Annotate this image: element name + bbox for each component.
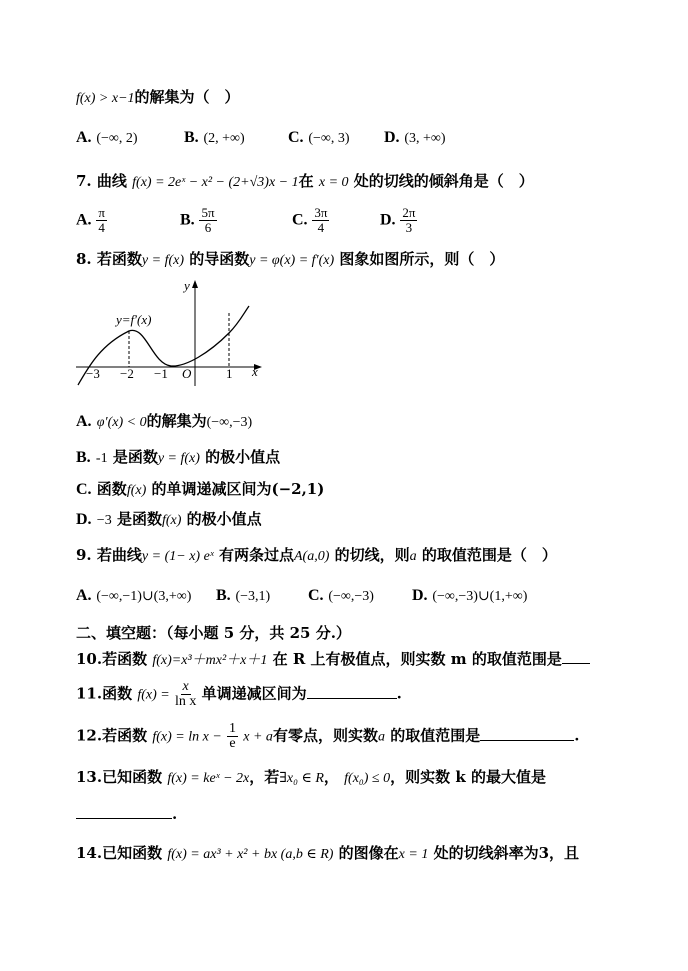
q7-function: f(x) = 2eˣ − x² − (2+√3)x − 1	[132, 175, 299, 190]
q6-stem	[76, 86, 240, 107]
x-axis-label: x	[252, 364, 258, 379]
origin-label: O	[182, 366, 192, 381]
q7-option-c: C. $\frac{3\pi}{4}$	[292, 205, 328, 235]
tick-neg2: −2	[120, 366, 134, 381]
q12: 12.若函数 f(x) = ln x − $\frac{1}{e}$ x + a有零点，则实数a 的取值范围是 .	[76, 721, 580, 751]
q9-option-b: B. (−3,1)	[216, 587, 271, 604]
q8-option-d: D. −3 是函数f(x) 的极小值点	[76, 510, 262, 528]
q6-text: 的解集为（ ）	[134, 88, 240, 106]
q10-answer-blank[interactable]	[562, 663, 590, 664]
q6-option-c: C. (−∞, 3)	[288, 129, 350, 146]
y-axis-label: y	[184, 278, 190, 293]
q9-option-c: C. (−∞,−3)	[308, 587, 374, 604]
q9-option-d: D. (−∞,−3)∪(1,+∞)	[412, 587, 528, 604]
curve-label: y=f′(x)	[116, 312, 152, 327]
q9-stem: 9. 若曲线y = (1− x) eˣ 有两条过点A(a,0) 的切线，则a 的取值范围是（ ）	[76, 546, 557, 564]
tick-neg1: −1	[154, 366, 168, 381]
q10: 10.若函数 f(x)=x³＋mx²＋x＋1 在 R 上有极值点，则实数 m 的取值范围是	[76, 648, 590, 669]
q13: 13.已知函数 f(x) = keˣ − 2x，若∃x₀ ∈ R， f(x₀) ≤ 0，则实数 k 的最大值是	[76, 768, 546, 786]
q13-answer-line: .	[76, 804, 177, 823]
q6-option-d: D. (3, +∞)	[384, 129, 446, 146]
tick-neg3: −3	[86, 366, 100, 381]
q7-option-a: A. $\frac{\pi}{4}$	[76, 205, 105, 235]
q7-option-d: D. $\frac{2\pi}{3}$	[380, 205, 416, 235]
q11: 11.函数 f(x) = $\frac{x}{\text{ln x}}$ 单调递减区间为 .	[76, 679, 402, 709]
q14: 14.已知函数 f(x) = ax³ + x² + bx (a,b ∈ R) 的图像在x = 1 处的切线斜率为3，且	[76, 844, 580, 862]
q9-option-a: A. (−∞,−1)∪(3,+∞)	[76, 587, 192, 604]
q8-option-a: A. φ′(x) < 0的解集为(−∞,−3)	[76, 412, 253, 430]
q8-option-b: B. -1 是函数y = f(x) 的极小值点	[76, 448, 281, 466]
q8-option-c: C. 函数f(x) 的单调递减区间为(−2,1)	[76, 480, 325, 498]
tick-1: 1	[226, 366, 233, 381]
q11-answer-blank[interactable]	[307, 698, 397, 699]
section-heading: 二、填空题：（每小题 5 分，共 25 分.）	[76, 624, 351, 642]
derivative-graph	[74, 278, 264, 392]
q12-answer-blank[interactable]	[480, 740, 574, 741]
q8-stem: 8. 若函数y = f(x) 的导函数y = φ(x) = f′(x) 图象如图所示，则（ ）	[76, 250, 505, 268]
q13-answer-blank[interactable]	[76, 804, 172, 819]
q6-option-b: B. (2, +∞)	[184, 129, 245, 146]
q7-stem: 7. 曲线 f(x) = 2eˣ − x² − (2+√3)x − 1在 x = 0 处的切线的倾斜角是（ ）	[76, 172, 534, 190]
q6-option-a: A. (−∞, 2)	[76, 129, 138, 146]
q7-option-b: B. $\frac{5\pi}{6}$	[180, 205, 215, 235]
q6-math: f(x) > x−1	[76, 91, 135, 106]
